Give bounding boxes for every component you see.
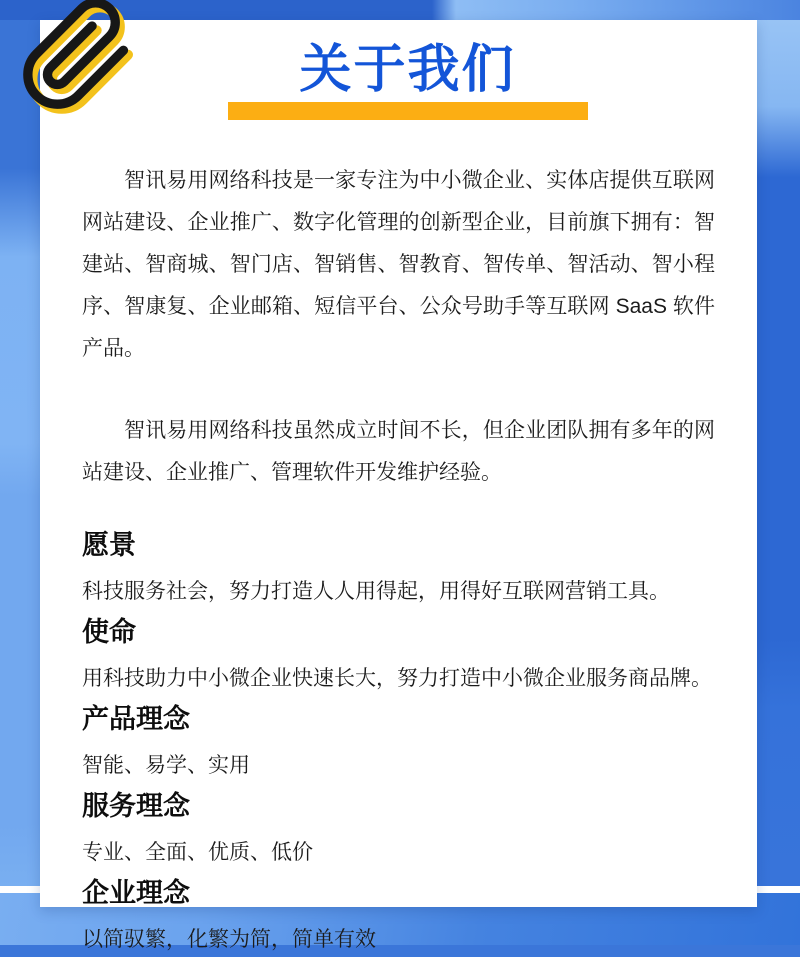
section-service-philosophy — [82, 789, 715, 870]
section-text: 以简驭繁，化繁为简，简单有效 — [82, 928, 376, 951]
intro-paragraph-2: 智讯易用网络科技虽然成立时间不长，但企业团队拥有多年的网站建设、企业推广、管理软件开发维护经验。 — [82, 419, 715, 484]
section-vision — [82, 528, 715, 609]
background-right-stripe — [757, 0, 800, 886]
section-product-philosophy — [82, 702, 715, 783]
section-heading: 服务理念 — [82, 791, 190, 821]
section-heading: 愿景 — [82, 530, 136, 560]
section-mission — [82, 615, 715, 696]
page-title: 关于我们 — [299, 41, 516, 99]
section-heading: 企业理念 — [82, 878, 190, 908]
about-card — [40, 20, 757, 951]
section-corporate-philosophy — [82, 876, 715, 957]
section-heading: 使命 — [82, 617, 136, 647]
paperclip-icon — [18, 0, 136, 116]
intro-paragraph-1: 智讯易用网络科技是一家专注为中小微企业、实体店提供互联网网站建设、企业推广、数字化管理的创新型企业，目前旗下拥有：智建站、智商城、智门店、智销售、智教育、智传单、智活动、智小程序、智康复、企业邮箱、短信平台、公众号助手等互联网 SaaS 软件产品。 — [82, 169, 715, 360]
section-heading: 产品理念 — [82, 704, 190, 734]
section-text: 科技服务社会，努力打造人人用得起，用得好互联网营销工具。 — [82, 580, 670, 603]
section-text: 智能、易学、实用 — [82, 754, 250, 777]
title-block — [91, 41, 724, 120]
section-text: 用科技助力中小微企业快速长大，努力打造中小微企业服务商品牌。 — [82, 667, 712, 690]
section-text: 专业、全面、优质、低价 — [82, 841, 313, 864]
background-left-stripe — [0, 0, 40, 886]
philosophy-sections — [82, 528, 715, 957]
title-underline-bar — [228, 102, 588, 120]
